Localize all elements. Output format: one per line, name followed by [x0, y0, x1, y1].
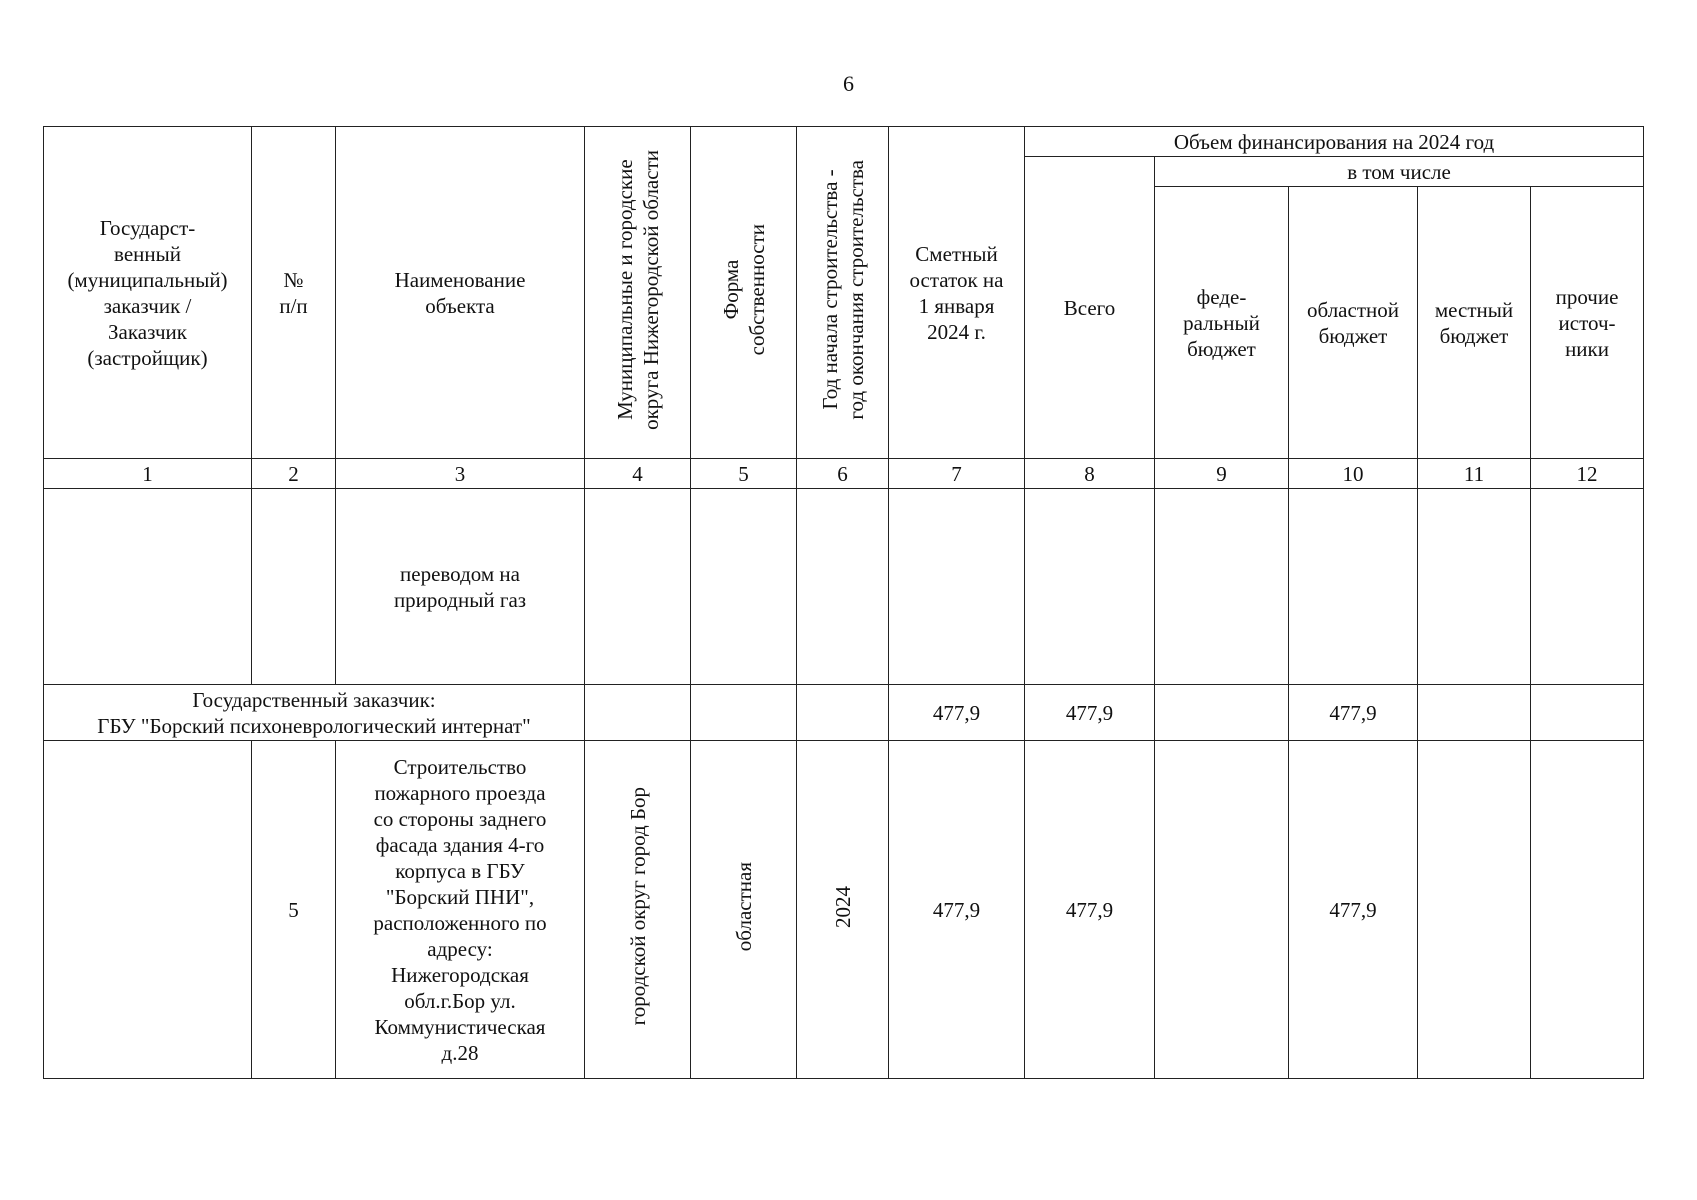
empty-cell: [691, 489, 797, 685]
header-funding-group: Объем финансирования на 2024 год: [1025, 127, 1644, 157]
object-years: 2024: [830, 885, 855, 928]
empty-cell: [44, 741, 252, 1079]
column-number: 12: [1531, 459, 1644, 489]
financing-table: [43, 126, 1644, 1079]
empty-cell: [1418, 741, 1531, 1079]
object-estimated-balance: 477,9: [889, 741, 1025, 1079]
customer-regional: 477,9: [1289, 685, 1418, 741]
empty-cell: [889, 489, 1025, 685]
header-local: местный бюджет: [1418, 187, 1531, 459]
header-including: в том числе: [1155, 157, 1644, 187]
object-regional: 477,9: [1289, 741, 1418, 1079]
continuation-row: [44, 489, 1644, 685]
empty-cell: [1418, 685, 1531, 741]
object-number: 5: [252, 741, 336, 1079]
empty-cell: [1418, 489, 1531, 685]
empty-cell: [691, 685, 797, 741]
empty-cell: [797, 685, 889, 741]
column-number: 10: [1289, 459, 1418, 489]
header-object-name: Наименование объекта: [336, 127, 585, 459]
column-numbers-row: [44, 459, 1644, 489]
customer-total: 477,9: [1025, 685, 1155, 741]
header-row-1: [44, 127, 1644, 157]
object-years-cell: [797, 741, 889, 1079]
empty-cell: [1025, 489, 1155, 685]
header-municipality-cell: [585, 127, 691, 459]
header-regional: областной бюджет: [1289, 187, 1418, 459]
empty-cell: [1531, 685, 1644, 741]
column-number: 11: [1418, 459, 1531, 489]
object-ownership-cell: [691, 741, 797, 1079]
object-municipality: городской округ город Бор: [625, 787, 650, 1026]
empty-cell: [797, 489, 889, 685]
customer-label: Государственный заказчик: ГБУ "Борский психоневрологический интернат": [44, 685, 585, 741]
empty-cell: [1289, 489, 1418, 685]
column-number: 1: [44, 459, 252, 489]
header-ownership-cell: [691, 127, 797, 459]
empty-cell: [1155, 685, 1289, 741]
header-ownership: Форма собственности: [718, 223, 769, 356]
object-ownership: областная: [731, 861, 756, 952]
column-number: 6: [797, 459, 889, 489]
header-total: Всего: [1025, 157, 1155, 459]
header-number: № п/п: [252, 127, 336, 459]
empty-cell: [1531, 741, 1644, 1079]
object-name: Строительство пожарного проезда со стороны заднего фасада здания 4-го корпуса в ГБУ "Борский ПНИ", расположенного по адресу: Нижегородская обл.г.Бор ул. Коммунистическая д.28: [336, 741, 585, 1079]
header-municipality: Муниципальные и городские округа Нижегородской области: [612, 149, 663, 430]
column-number: 7: [889, 459, 1025, 489]
empty-cell: [1155, 741, 1289, 1079]
empty-cell: [585, 489, 691, 685]
customer-estimated-balance: 477,9: [889, 685, 1025, 741]
column-number: 5: [691, 459, 797, 489]
header-estimated-balance: Сметный остаток на 1 января 2024 г.: [889, 127, 1025, 459]
object-municipality-cell: [585, 741, 691, 1079]
header-other: прочие источ- ники: [1531, 187, 1644, 459]
header-years: Год начала строительства - год окончания строительства: [817, 159, 868, 420]
column-number: 2: [252, 459, 336, 489]
empty-cell: [44, 489, 252, 685]
customer-row: [44, 685, 1644, 741]
header-customer: Государст- венный (муниципальный) заказчик / Заказчик (застройщик): [44, 127, 252, 459]
empty-cell: [1155, 489, 1289, 685]
header-federal: феде- ральный бюджет: [1155, 187, 1289, 459]
column-number: 9: [1155, 459, 1289, 489]
column-number: 4: [585, 459, 691, 489]
column-number: 8: [1025, 459, 1155, 489]
object-row: [44, 741, 1644, 1079]
continuation-object-name: переводом на природный газ: [336, 489, 585, 685]
empty-cell: [252, 489, 336, 685]
header-years-cell: [797, 127, 889, 459]
empty-cell: [1531, 489, 1644, 685]
column-number: 3: [336, 459, 585, 489]
page-number: 6: [843, 71, 854, 96]
object-total: 477,9: [1025, 741, 1155, 1079]
empty-cell: [585, 685, 691, 741]
